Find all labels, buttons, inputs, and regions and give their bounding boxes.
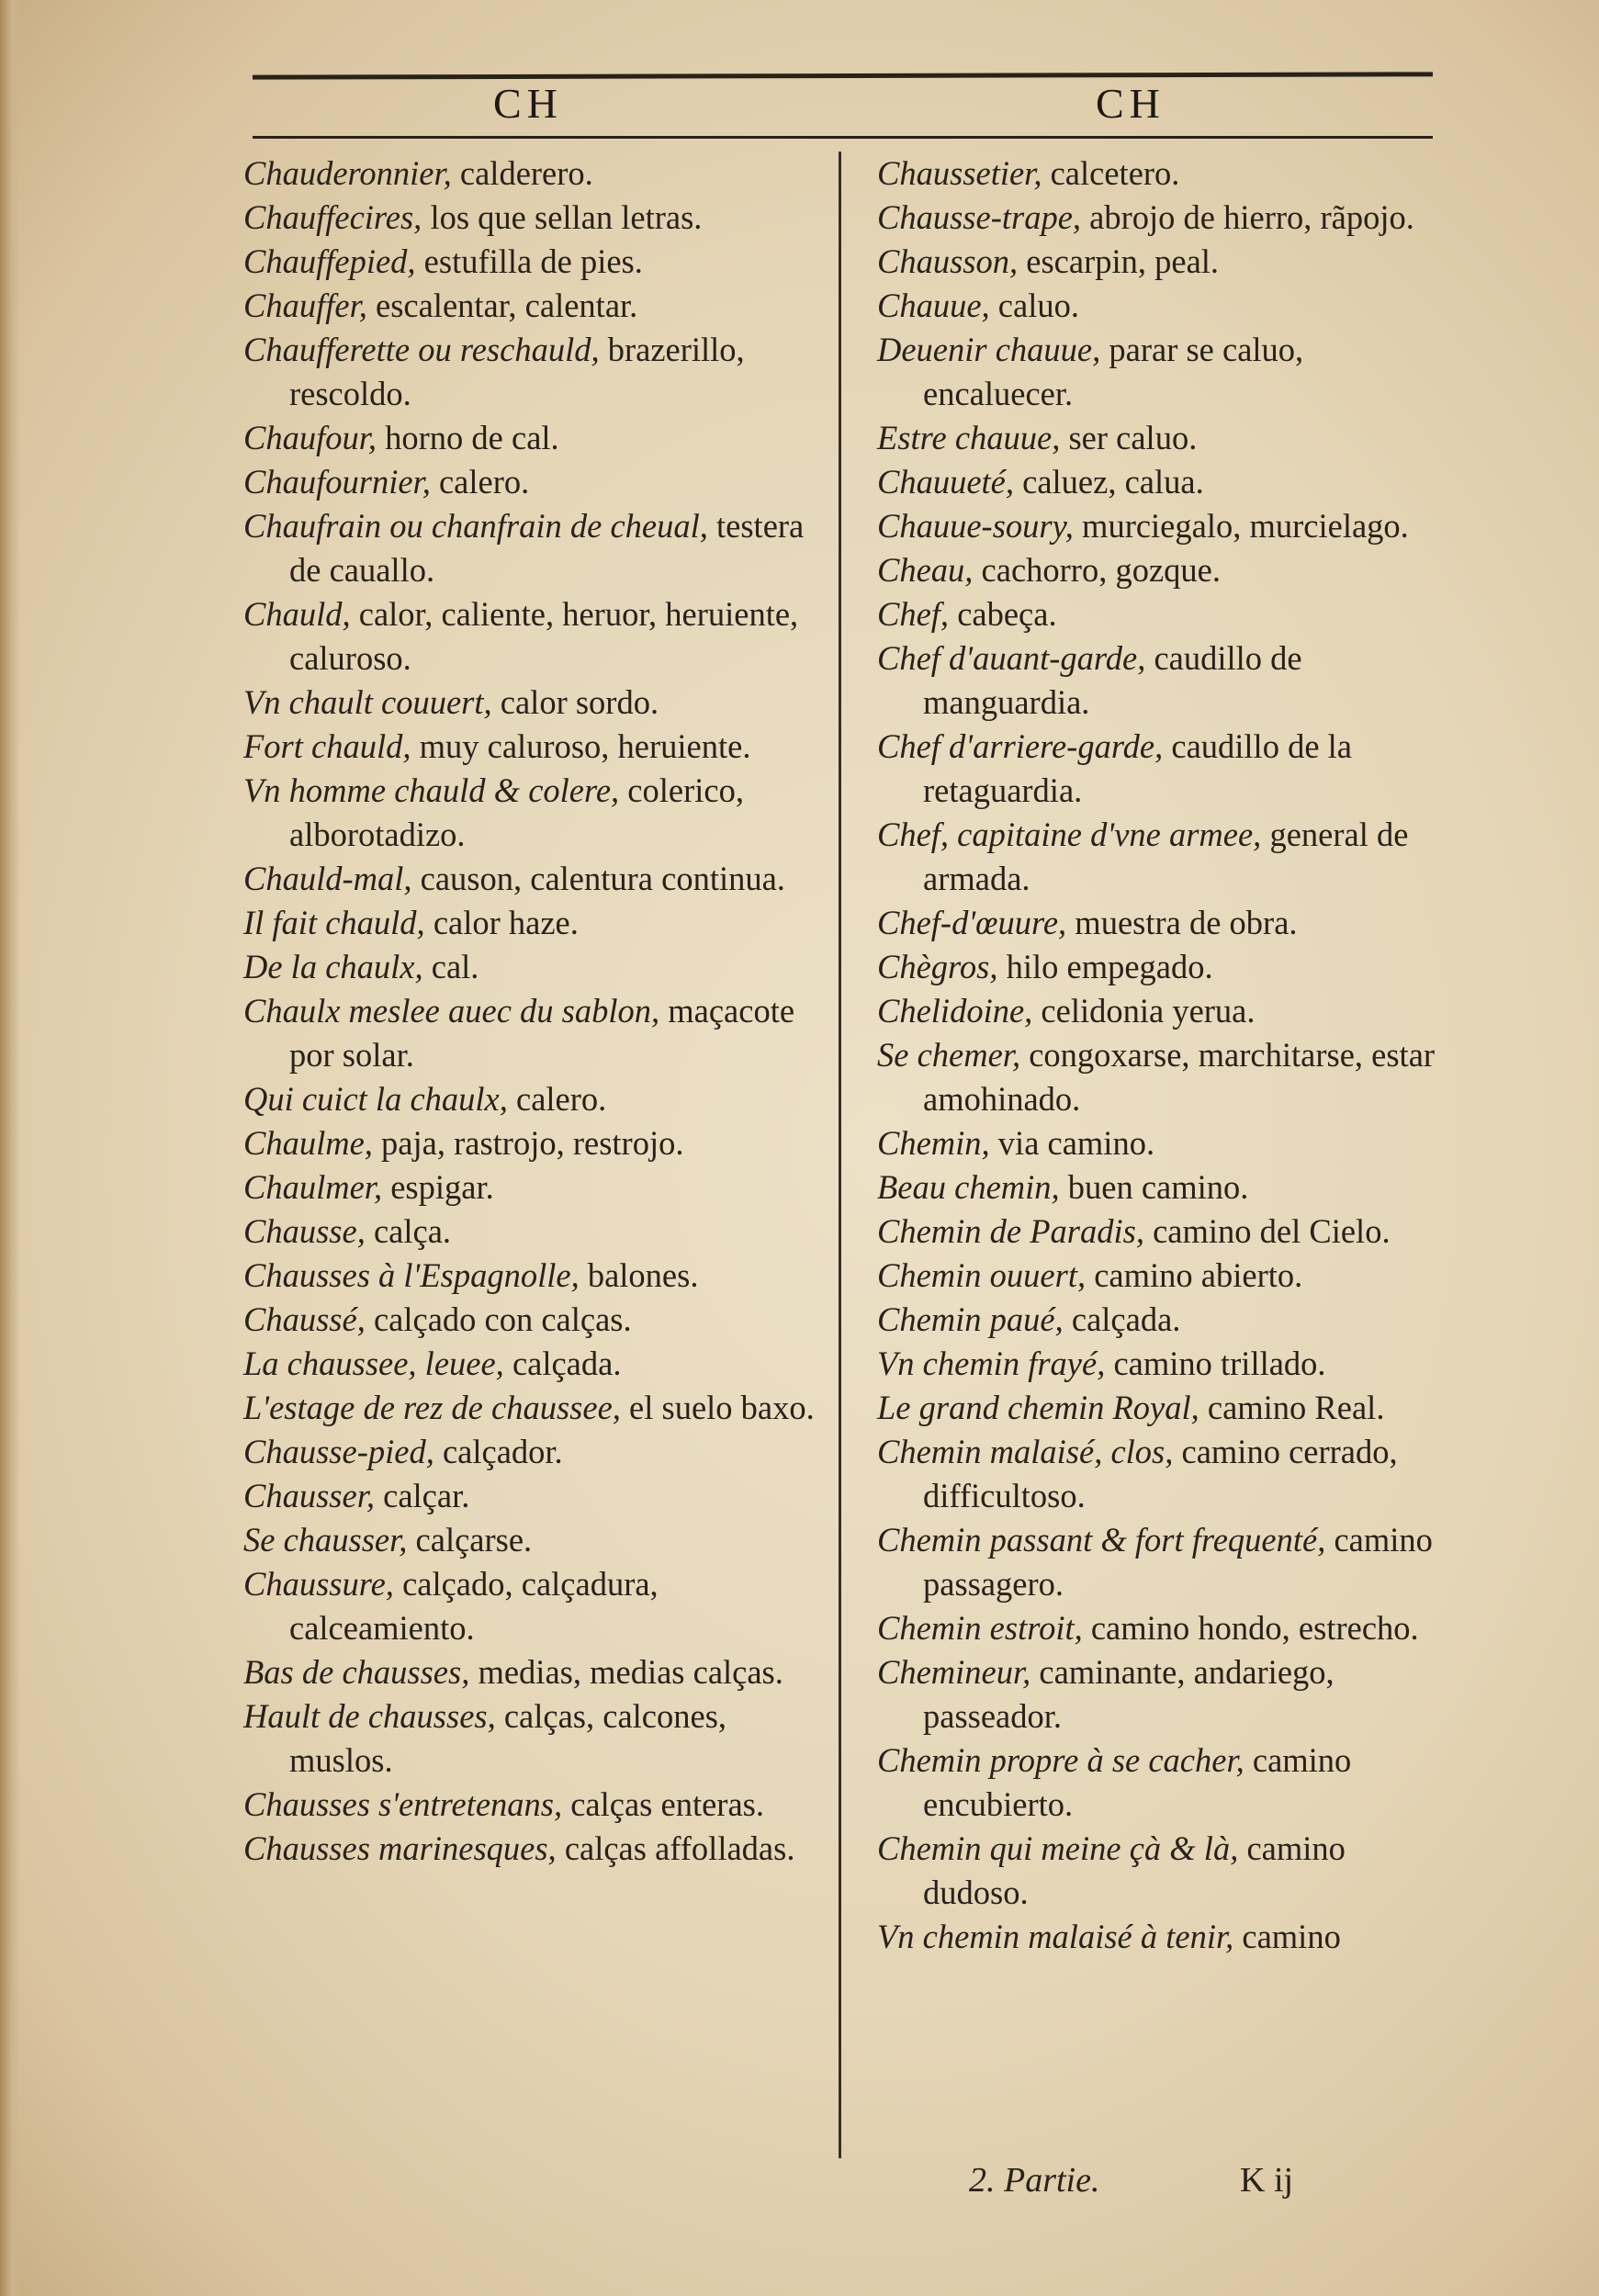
entry	[243, 1254, 822, 1298]
entry	[243, 901, 822, 945]
headword: Chaulmer,	[243, 1168, 383, 1206]
headword: Vn chault couuert,	[243, 683, 492, 721]
headword: Chaufournier,	[243, 463, 431, 501]
translation: calcetero.	[1042, 154, 1180, 192]
translation: calero.	[507, 1080, 607, 1118]
entry	[877, 548, 1456, 592]
entry	[877, 1210, 1456, 1254]
translation: calças, calcones, muslos.	[289, 1697, 727, 1779]
translation: calçada.	[503, 1345, 622, 1382]
headword: Chemin malaisé, clos,	[877, 1433, 1174, 1470]
entry	[877, 636, 1456, 725]
translation: testera de cauallo.	[289, 507, 805, 589]
column-left	[243, 152, 822, 1871]
entry	[243, 1694, 822, 1783]
headword: Il fait chauld,	[243, 904, 425, 941]
entry	[243, 1650, 822, 1694]
entry	[877, 989, 1456, 1033]
entry	[877, 592, 1456, 636]
translation: calçar.	[375, 1477, 470, 1514]
entry	[243, 1342, 822, 1386]
entry	[877, 240, 1456, 284]
headword: Chelidoine,	[877, 992, 1033, 1030]
headword: Chemin,	[877, 1124, 990, 1162]
entry	[243, 725, 822, 769]
headword: Fort chauld,	[243, 727, 411, 765]
translation: escarpin, peal.	[1018, 242, 1220, 280]
translation: calça.	[365, 1212, 452, 1250]
headword: Chausser,	[243, 1477, 375, 1514]
entry	[877, 901, 1456, 945]
headword: Chauue,	[877, 287, 990, 324]
translation: congoxarse, marchitarse, estar amohinado.	[923, 1036, 1436, 1118]
translation: estufilla de pies.	[415, 242, 643, 280]
translation: espigar.	[382, 1168, 494, 1206]
entry	[877, 1386, 1456, 1430]
translation: calças affolladas.	[556, 1829, 795, 1867]
headword: Chef d'arriere-garde,	[877, 727, 1164, 765]
translation: celidonia yerua.	[1032, 992, 1256, 1030]
headword: Chaufour,	[243, 419, 377, 456]
headword: Chemin estroit,	[877, 1609, 1083, 1647]
entry	[877, 813, 1456, 901]
header-rule-top	[253, 72, 1433, 79]
entry	[877, 1827, 1456, 1915]
translation: muy caluroso, heruiente.	[411, 727, 751, 765]
entry	[877, 725, 1456, 813]
headword: Chemin qui meine çà & là,	[877, 1829, 1239, 1867]
translation: calor sordo.	[491, 683, 659, 721]
entry	[877, 284, 1456, 328]
headword: Deuenir chauue,	[877, 331, 1101, 368]
entry	[877, 1033, 1456, 1121]
headword: Beau chemin,	[877, 1168, 1060, 1206]
headword: Chausses marinesques,	[243, 1829, 557, 1867]
entry	[877, 504, 1456, 548]
translation: buen camino.	[1059, 1168, 1249, 1206]
headword: Chemin paué,	[877, 1300, 1064, 1338]
entry	[243, 504, 822, 592]
translation: escalentar, calentar.	[366, 287, 638, 324]
headword: Chemin ouuert,	[877, 1256, 1087, 1294]
headword: Bas de chausses,	[243, 1653, 470, 1691]
headword: Chausse,	[243, 1212, 366, 1250]
headword: Chaussetier,	[877, 154, 1042, 192]
translation: via camino.	[989, 1124, 1155, 1162]
entry	[243, 1210, 822, 1254]
translation: parar se caluo, encaluecer.	[923, 331, 1304, 412]
translation: ser caluo.	[1060, 419, 1198, 456]
translation: calçado con calças.	[365, 1300, 632, 1338]
header-rule-bottom	[253, 136, 1433, 139]
translation: los que sellan letras.	[422, 198, 703, 236]
headword: Vn chemin frayé,	[877, 1345, 1106, 1382]
entry	[877, 1430, 1456, 1518]
headword: Chef,	[877, 595, 950, 633]
translation: medias, medias calças.	[469, 1653, 783, 1691]
translation: cal.	[422, 948, 479, 985]
entry	[243, 681, 822, 725]
entry	[243, 1474, 822, 1518]
entry	[877, 1606, 1456, 1650]
translation: paja, rastrojo, restrojo.	[372, 1124, 684, 1162]
translation: hilo empegado.	[997, 948, 1213, 985]
translation: horno de cal.	[377, 419, 559, 456]
headword: Chemin propre à se cacher,	[877, 1741, 1244, 1779]
translation: muestra de obra.	[1066, 904, 1298, 941]
headword: Chausson,	[877, 242, 1019, 280]
translation: calderero.	[451, 154, 593, 192]
headword: Chauffer,	[243, 287, 367, 324]
translation: caudillo de la retaguardia.	[923, 727, 1352, 809]
headword: Chef d'auant-garde,	[877, 639, 1146, 677]
translation: calçado, calçadura, calceamiento.	[289, 1565, 659, 1647]
translation: calçarse.	[407, 1521, 533, 1559]
headword: Le grand chemin Royal,	[877, 1389, 1199, 1426]
footer-part: 2. Partie.	[969, 2161, 1100, 2200]
entry	[243, 1386, 822, 1430]
headword: Chauue-soury,	[877, 507, 1074, 545]
entry	[243, 1827, 822, 1871]
headword: Chègros,	[877, 948, 998, 985]
entry	[243, 1165, 822, 1210]
translation: caudillo de manguardia.	[923, 639, 1302, 721]
translation: camino del Cielo.	[1143, 1212, 1391, 1250]
entry	[243, 1430, 822, 1474]
translation: calçador.	[434, 1433, 563, 1470]
entry	[243, 284, 822, 328]
entry	[243, 989, 822, 1077]
entry	[877, 1165, 1456, 1210]
translation: caminante, andariego, passeador.	[923, 1653, 1334, 1735]
headword: Qui cuict la chaulx,	[243, 1080, 508, 1118]
entry	[243, 196, 822, 240]
translation: maçacote por solar.	[289, 992, 795, 1074]
headword: Chaulme,	[243, 1124, 373, 1162]
entry	[243, 1783, 822, 1827]
entry	[877, 460, 1456, 504]
headword: Chauffecires,	[243, 198, 422, 236]
entry	[877, 1650, 1456, 1739]
translation: camino abierto.	[1086, 1256, 1303, 1294]
entry	[877, 152, 1456, 196]
translation: brazerillo, rescoldo.	[289, 331, 745, 412]
headword: Chauld-mal,	[243, 860, 412, 897]
entry	[243, 1518, 822, 1562]
translation: murciegalo, murcielago.	[1073, 507, 1409, 545]
entry	[243, 240, 822, 284]
translation: caluez, calua.	[1014, 463, 1204, 501]
entry	[877, 416, 1456, 460]
translation: calero.	[430, 463, 530, 501]
entry	[243, 416, 822, 460]
entry	[877, 1739, 1456, 1827]
headword: Chausse-trape,	[877, 198, 1082, 236]
headword: De la chaulx,	[243, 948, 423, 985]
headword: Chauderonnier,	[243, 154, 452, 192]
entry	[243, 152, 822, 196]
entry	[877, 196, 1456, 240]
translation: abrojo de hierro, rãpojo.	[1081, 198, 1414, 236]
headword: Estre chauue,	[877, 419, 1061, 456]
translation: camino dudoso.	[923, 1829, 1346, 1911]
headword: Chauffepied,	[243, 242, 416, 280]
translation: cachorro, gozque.	[973, 551, 1221, 589]
column-right	[877, 152, 1456, 1959]
entry	[243, 769, 822, 857]
headword: Chaufferette ou reschauld,	[243, 331, 600, 368]
entry	[877, 1121, 1456, 1165]
headword: Chef, capitaine d'vne armee,	[877, 816, 1262, 853]
entry	[877, 1518, 1456, 1606]
page-edge-shadow	[0, 0, 20, 2296]
entry	[243, 1077, 822, 1121]
column-divider	[839, 152, 841, 2158]
headword: Chausses à l'Espagnolle,	[243, 1256, 580, 1294]
headword: Chauueté,	[877, 463, 1015, 501]
running-head-right: CH	[1096, 80, 1165, 127]
translation: calçada.	[1063, 1300, 1181, 1338]
translation: camino cerrado, difficultoso.	[923, 1433, 1398, 1514]
entry	[877, 1298, 1456, 1342]
headword: L'estage de rez de chaussee,	[243, 1389, 621, 1426]
translation: el suelo baxo.	[620, 1389, 815, 1426]
entry	[243, 1298, 822, 1342]
translation: calor, caliente, heruor, heruiente, caluroso.	[289, 595, 799, 677]
footer-signature: K ij	[1240, 2161, 1294, 2200]
entry	[877, 1342, 1456, 1386]
entry	[243, 592, 822, 681]
translation: causon, calentura continua.	[411, 860, 785, 897]
headword: Chemin de Paradis,	[877, 1212, 1144, 1250]
translation: cabeça.	[949, 595, 1057, 633]
headword: Chausse-pied,	[243, 1433, 434, 1470]
headword: Chaussé,	[243, 1300, 366, 1338]
headword: Chausses s'entretenans,	[243, 1785, 563, 1823]
headword: Chauld,	[243, 595, 351, 633]
entry	[877, 1254, 1456, 1298]
running-head-left: CH	[493, 80, 563, 127]
translation: calças enteras.	[562, 1785, 764, 1823]
entry	[243, 328, 822, 416]
entry	[243, 857, 822, 901]
headword: Se chausser,	[243, 1521, 408, 1559]
translation: balones.	[579, 1256, 699, 1294]
headword: Chaufrain ou chanfrain de cheual,	[243, 507, 708, 545]
headword: Chef-d'œuure,	[877, 904, 1067, 941]
translation: caluo.	[989, 287, 1079, 324]
headword: Chemineur,	[877, 1653, 1031, 1691]
entry	[877, 945, 1456, 989]
translation: colerico, alborotadizo.	[289, 771, 744, 853]
headword: Cheau,	[877, 551, 974, 589]
translation: camino trillado.	[1105, 1345, 1326, 1382]
entry	[243, 945, 822, 989]
entry	[243, 1121, 822, 1165]
headword: Hault de chausses,	[243, 1697, 496, 1735]
headword: Chaussure,	[243, 1565, 394, 1603]
entry	[877, 1915, 1456, 1959]
translation: camino hondo, estrecho.	[1082, 1609, 1419, 1647]
entry	[877, 328, 1456, 416]
headword: Chaulx meslee auec du sablon,	[243, 992, 660, 1030]
entry	[243, 460, 822, 504]
translation: camino Real.	[1199, 1389, 1385, 1426]
translation: calor haze.	[424, 904, 579, 941]
headword: Vn homme chauld & colere,	[243, 771, 620, 809]
headword: Vn chemin malaisé à tenir,	[877, 1918, 1234, 1955]
headword: Chemin passant & fort frequenté,	[877, 1521, 1326, 1559]
translation: camino encubierto.	[923, 1741, 1352, 1823]
translation: camino	[1233, 1918, 1341, 1955]
translation: general de armada.	[923, 816, 1409, 897]
headword: Se chemer,	[877, 1036, 1021, 1074]
headword: La chaussee, leuee,	[243, 1345, 504, 1382]
translation: camino passagero.	[923, 1521, 1433, 1603]
entry	[243, 1562, 822, 1650]
